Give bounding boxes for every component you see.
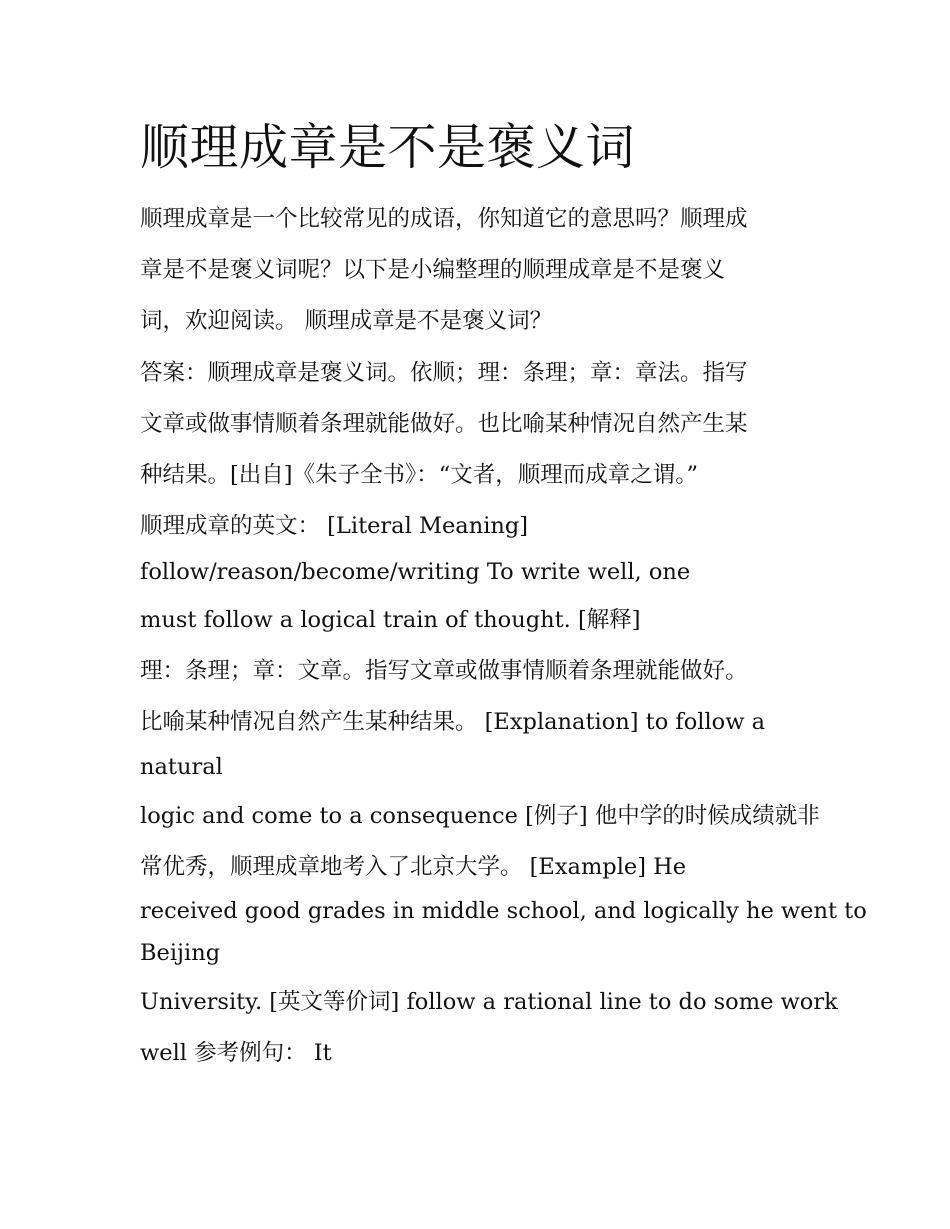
body-line-10: 理：条理；章：文章。指写文章或做事情顺着条理就能做好。 [140, 658, 748, 684]
body-line-1: 顺理成章是一个比较常见的成语，你知道它的意思吗？顺理成 [140, 206, 748, 232]
body-line-2: 章是不是褒义词呢？以下是小编整理的顺理成章是不是褒义 [140, 257, 726, 283]
body-line-16: Beijing [140, 940, 221, 966]
body-line-15: received good grades in middle school, and logically he went to [140, 898, 867, 924]
body-line-5: 文章或做事情顺着条理就能做好。也比喻某种情况自然产生某 [140, 411, 748, 437]
body-line-3: 词，欢迎阅读。 顺理成章是不是褒义词？ [140, 308, 553, 334]
body-line-12: natural [140, 754, 223, 780]
body-line-17: University. [英文等价词] follow a rational line to do some work [140, 989, 838, 1015]
body-line-6: 种结果。[出自]《朱子全书》：“文者，顺理而成章之谓。” [140, 462, 699, 488]
body-line-4: 答案：顺理成章是褒义词。依顺；理：条理；章：章法。指写 [140, 360, 748, 386]
body-line-8: follow/reason/become/writing To write well, one [140, 559, 691, 585]
body-line-7: 顺理成章的英文： [Literal Meaning] [140, 513, 529, 539]
body-line-13: logic and come to a consequence [例子] 他中学的时候成绩就非 [140, 803, 820, 829]
body-line-9: must follow a logical train of thought. [解释] [140, 607, 641, 633]
body-line-18: well 参考例句： It [140, 1040, 332, 1066]
body-line-11: 比喻某种情况自然产生某种结果。 [Explanation] to follow a [140, 709, 766, 735]
body-line-14: 常优秀，顺理成章地考入了北京大学。 [Example] He [140, 854, 687, 880]
document-title: 顺理成章是不是褒义词 [140, 119, 636, 176]
